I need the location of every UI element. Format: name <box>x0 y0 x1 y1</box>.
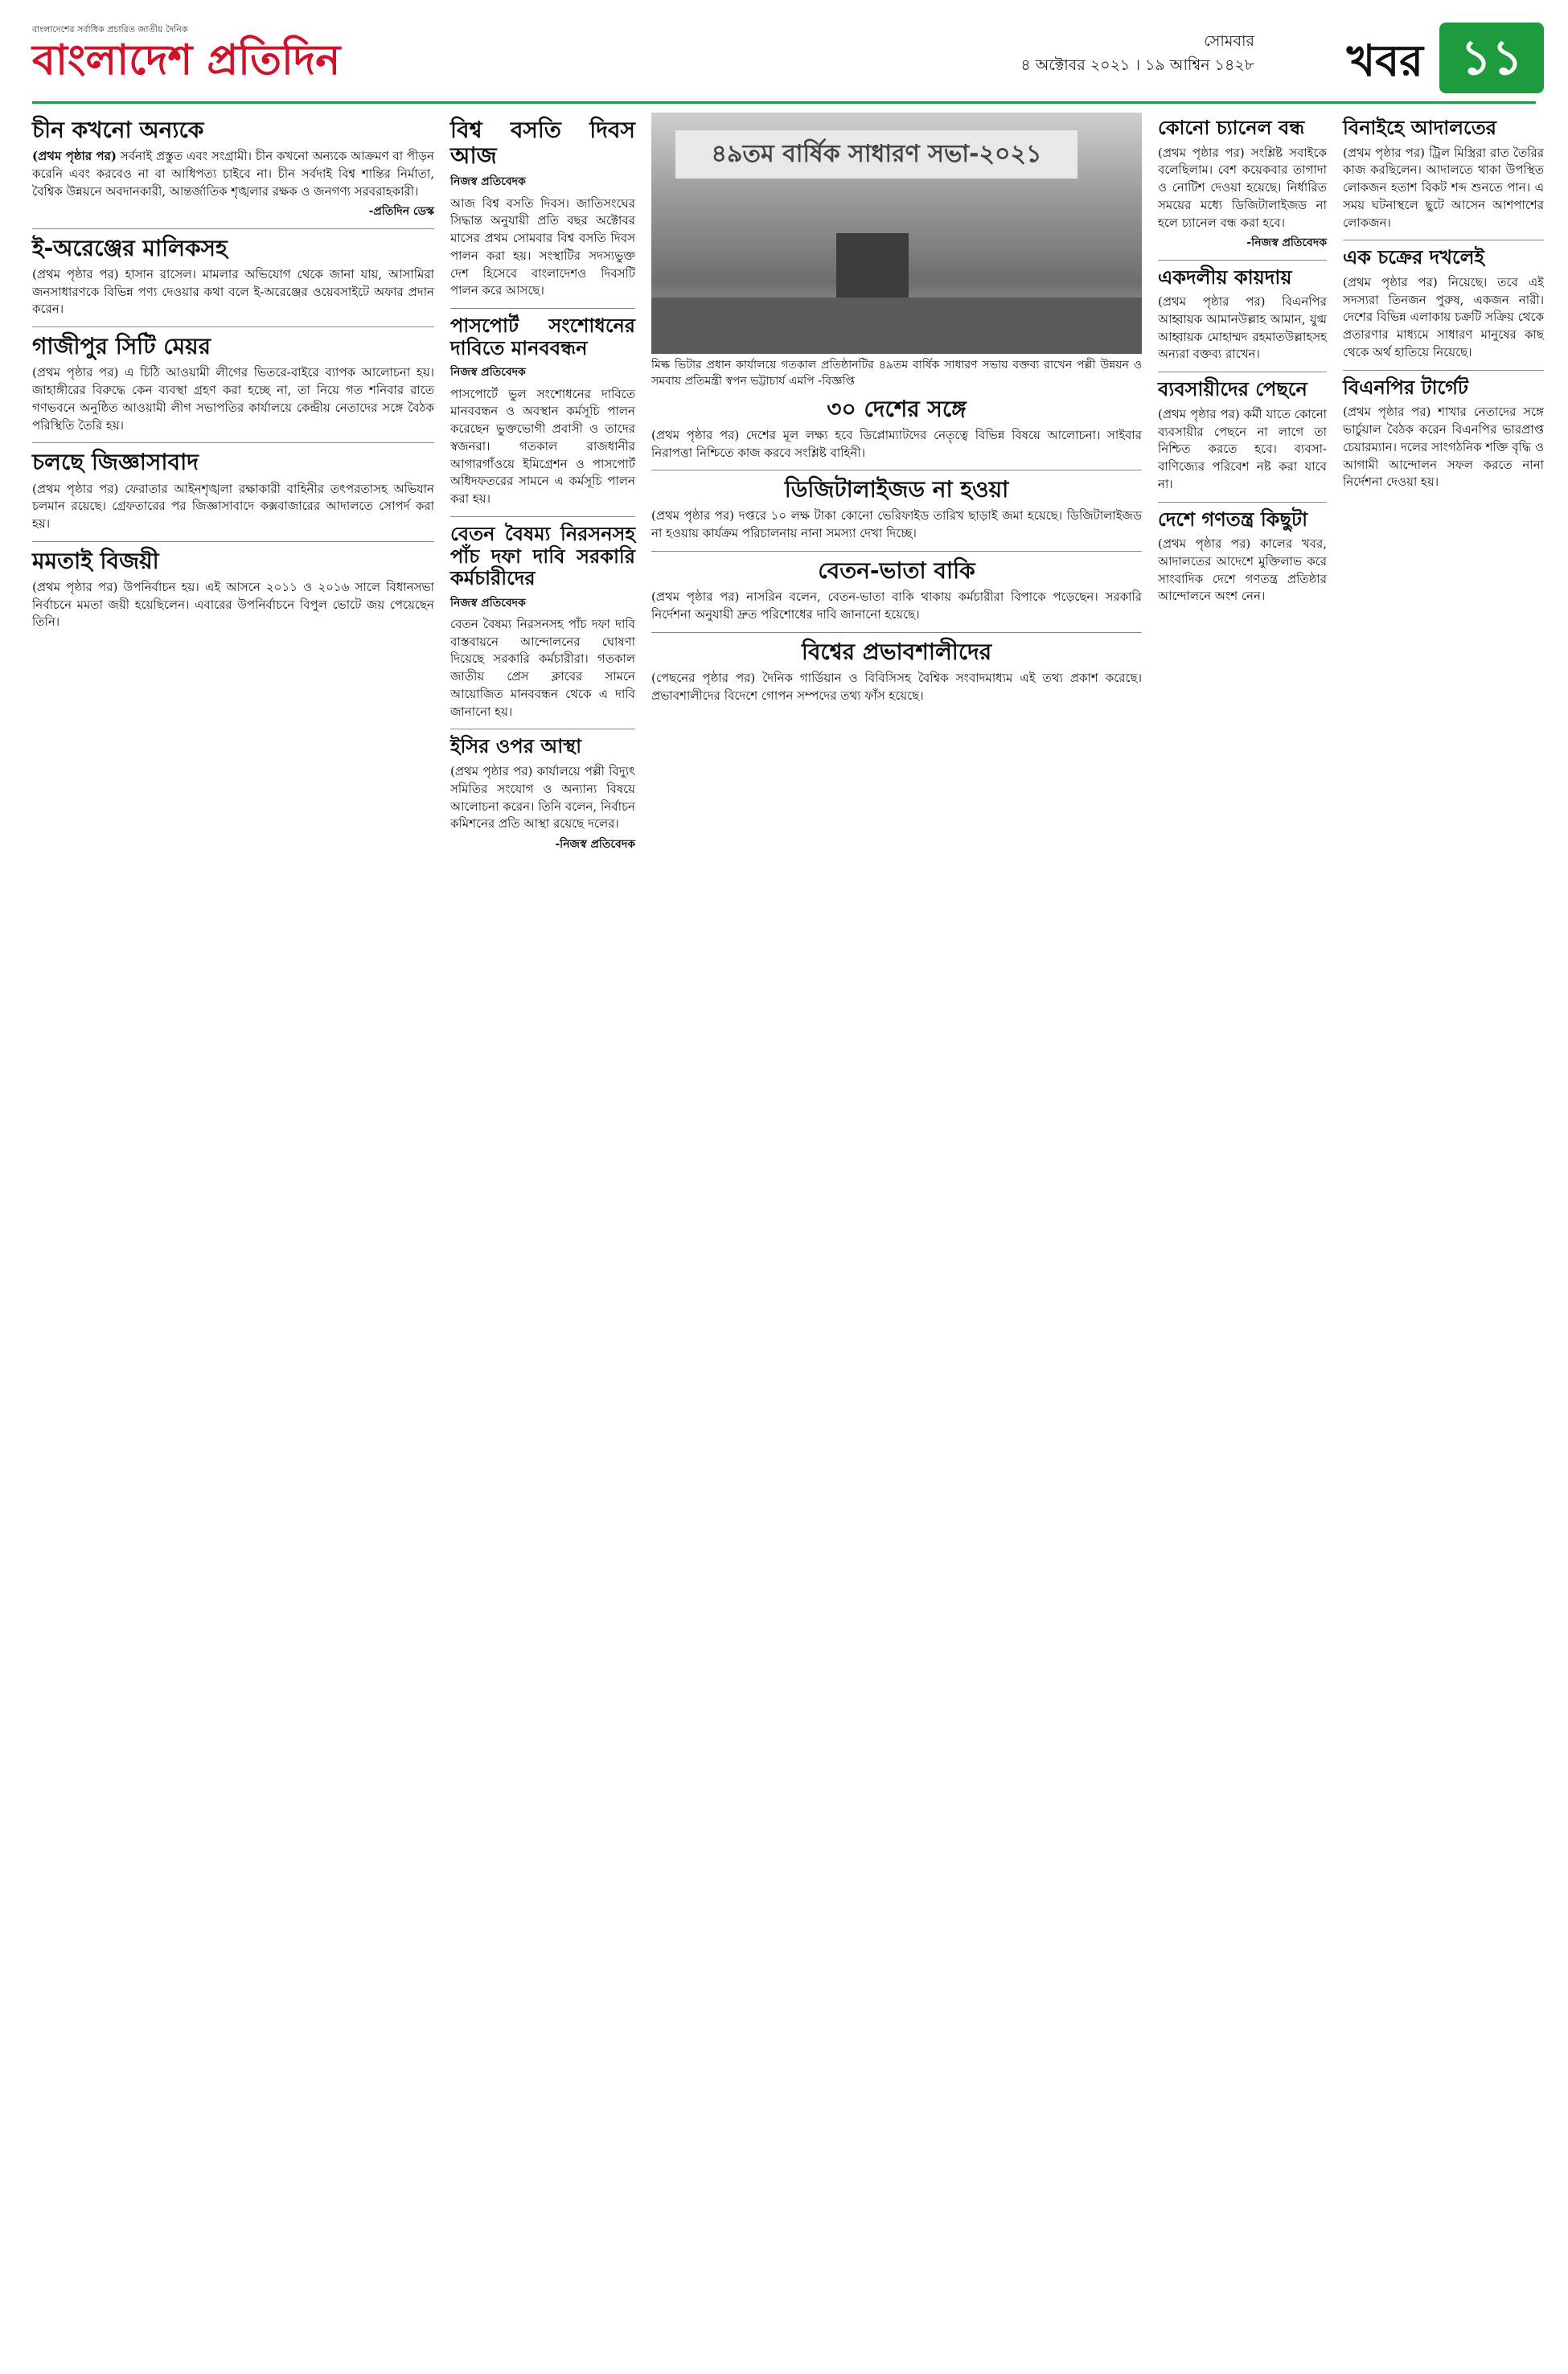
divider <box>1158 502 1327 503</box>
column-4 <box>1158 113 1327 609</box>
bisher-text: (পেছনের পৃষ্ঠার পর) দৈনিক গার্ডিয়ান ও বিবিসিসহ বৈশ্বিক সংবাদমাধ্যম এই তথ্য প্রকাশ করেছে। প্রভাবশালীদের বিদেশে গোপন সম্পদের তথ্য ফাঁস হয়েছে। <box>651 670 1142 703</box>
tirish-text: (প্রথম পৃষ্ঠার পর) দেশের মূল লক্ষ্য হবে ডিপ্লোম্যাটদের নেতৃত্বে বিভিন্ন বিষয়ে আলোচনা। সাইবার নিরাপত্তা নিশ্চিতে কাজ করবে সংশ্লিষ্ট বাহিনী। <box>651 427 1142 460</box>
divider <box>450 516 635 517</box>
headline-binaihe: বিনাইহে আদালতের <box>1343 117 1496 139</box>
day: সোমবার <box>1204 32 1254 50</box>
headline-tirish: ৩০ দেশের সঙ্গে <box>827 395 967 422</box>
divider <box>32 228 434 229</box>
date: ৪ অক্টোবর ২০২১ । ১৯ আশ্বিন ১৪২৮ <box>1020 56 1254 75</box>
brand-logo-name: বাংলাদেশ প্রতিদিন <box>32 36 341 84</box>
news-photo <box>651 113 1142 354</box>
headline-ek-chakra: এক চক্রের দখলেই <box>1343 246 1485 269</box>
byline-china: -প্রতিদিন ডেস্ক <box>368 205 434 219</box>
section-name: খবর <box>1346 35 1423 86</box>
byline-bishwa: নিজস্ব প্রতিবেদক <box>450 175 526 189</box>
divider <box>651 551 1142 552</box>
headline-chalchhe: চলছে জিজ্ঞাসাবাদ <box>32 449 199 476</box>
lead-china: (প্রথম পৃষ্ঠার পর) <box>32 149 117 164</box>
beton-bhata-text: (প্রথম পৃষ্ঠার পর) নাসরিন বলেন, বেতন-ভাতা বাকি থাকায় কর্মচারীরা বিপাকে পড়েছেন। সরকারি নির্দেশনা অনুযায়ী দ্রুত পরিশোধের দাবি জানানো হয়েছে। <box>651 589 1142 622</box>
column-1 <box>32 113 434 635</box>
headline-ganatantra: দেশে গণতন্ত্র কিছুটা <box>1158 507 1308 531</box>
ek-chakra-text: (প্রথম পৃষ্ঠার পর) নিয়েছে। তবে এই সদস্যরা তিনজন পুরুষ, একজন নারী। দেশের বিভিন্ন এলাকায় চক্রটি সক্রিয় থেকে প্রতারণার মাধ্যমে সাধারণ মানুষের কাছ থেকে অর্থ হাতিয়ে নিয়েছে। <box>1343 274 1544 359</box>
photo-caption: মিল্ক ভিটার প্রধান কার্যালয়ে গতকাল প্রতিষ্ঠানটির ৪৯তম বার্ষিক সাধারণ সভায় বক্তব্য রাখেন পল্লী উন্নয়ন ও সমবায় প্রতিমন্ত্রী স্বপন ভট্টাচার্য এমপি -বিজ্ঞপ্তি <box>651 359 1142 388</box>
headline-beton-bhata: বেতন-ভাতা বাকি <box>818 557 975 584</box>
headline-digitalized: ডিজিটালাইজড না হওয়া <box>784 476 1009 503</box>
islam-text: (প্রথম পৃষ্ঠার পর) কার্যালয়ে পল্লী বিদ্যুৎ সমিতির সংযোগ ও অন্যান্য বিষয়ে আলোচনা করেন। তিনি বলেন, নির্বাচন কমিশনের প্রতি আস্থা রয়েছে দলের। <box>450 764 635 832</box>
china-text: সর্বনাই প্রস্তুত এবং সংগ্রামী। চীন কখনো অন্যকে আক্রমণ বা পীড়ন করেনি এবং করবেও না বা আধিপত্য চাইবে না। চীন সর্বদাই বিশ্ব শান্তির নির্মাতা, বৈশ্বিক উন্নয়নে অবদানকারী, আন্তর্জাতিক শৃঙ্খলার রক্ষক ও জনগণ্য সরবরাহকারী। <box>32 149 434 199</box>
gazipur-text: (প্রথম পৃষ্ঠার পর) এ চিঠি আওয়ামী লীগের ভিতরে-বাইরে ব্যাপক আলোচনা হয়। জাহাঙ্গীরের বিরুদ্ধে কেন ব্যবস্থা গ্রহণ করা হচ্ছে না, তা নিয়ে গত শনিবার রাতে গণভবনে অনুষ্ঠিত আওয়ামী লীগ সভাপতির কার্যালয়ে কেন্দ্রীয় নেতাদের সঙ্গে বৈঠক পরিস্থিতি তৈরি হয়। <box>32 365 434 433</box>
passport-text: পাসপোর্টে ভুল সংশোধনের দাবিতে মানববন্ধন ও অবস্থান কর্মসূচি পালন করেছেন ভুক্তভোগী প্রবাসী ও তাদের স্বজনরা। গতকাল রাজধানীর আগারগাঁওয়ে ইমিগ্রেশন ও পাসপোর্ট অধিদফতরের সামনে এ কর্মসূচি পালন করা হয়। <box>450 386 635 507</box>
headline-passport: পাসপোর্ট সংশোধনের দাবিতে মানববন্ধন <box>450 314 635 359</box>
column-3 <box>651 113 1142 708</box>
column-2 <box>450 113 635 857</box>
audience-row <box>651 298 1142 354</box>
eorange-text: (প্রথম পৃষ্ঠার পর) হাসান রাসেল। মামলার অভিযোগ থেকে জানা যায়, আসামিরা জনসাধারণকে বিভিন্ন পণ্য দেওয়ার কথা বলে ই-অরেঞ্জের ওয়েবসাইটে অফার প্রদান করেন। <box>32 266 434 317</box>
headline-beton-boishommo: বেতন বৈষম্য নিরসনসহ পাঁচ দফা দাবি সরকারি কর্মচারীদের <box>450 522 635 590</box>
mamata-text: (প্রথম পৃষ্ঠার পর) উপনির্বাচন হয়। এই আসনে ২০১১ ও ২০১৬ সালে বিধানসভা নির্বাচনে মমতা জয়ী হয়েছিলেন। এবারের উপনির্বাচনে বিপুল ভোটে জয় পেয়েছেন তিনি। <box>32 579 434 630</box>
headline-eorange: ই-অরেঞ্জের মালিকসহ <box>32 234 228 261</box>
headline-byabsayi: ব্যবসায়ীদের পেছনে <box>1158 378 1307 401</box>
photo-banner: ৪৯তম বার্ষিক সাধারণ সভা-২০২১ <box>675 130 1077 179</box>
headline-gazipur: গাজীপুর সিটি মেয়র <box>32 333 211 360</box>
byline-passport: নিজস্ব প্রতিবেদক <box>450 366 526 380</box>
byline-channel: -নিজস্ব প্রতিবেদক <box>1246 236 1327 250</box>
header-rule <box>32 101 1536 104</box>
byline-islam: -নিজস্ব প্রতিবেদক <box>555 838 635 852</box>
bnp-text: (প্রথম পৃষ্ঠার পর) শাখার নেতাদের সঙ্গে ভার্চুয়াল বৈঠক করেন বিএনপির ভারপ্রাপ্ত চেয়ারম্যান। দলের সাংগঠনিক শক্তি বৃদ্ধি ও আগামী আন্দোলন সফল করতে নানা নির্দেশনা দেওয়া হয়। <box>1343 405 1544 490</box>
headline-bisher: বিশ্বের প্রভাবশালীদের <box>801 638 992 665</box>
digitalized-text: (প্রথম পৃষ্ঠার পর) দপ্তরে ১০ লক্ষ টাকা কোনো ভেরিফাইড তারিখ ছাড়াই জমা হয়েছে। ডিজিটালাইজড না হওয়ায় কার্যক্রম পরিচালনায় নানা সমস্যা দেখা দিচ্ছে। <box>651 508 1142 541</box>
brand <box>32 23 341 84</box>
page-number: ১১ <box>1439 23 1544 93</box>
ganatantra-text: (প্রথম পৃষ্ঠার পর) কালের খবর, আদালতের আদেশে মুক্তিলাভ করে সাংবাদিক দেশে গণতন্ত্র প্রতিষ্ঠার আন্দোলনে অংশ নেন। <box>1158 536 1327 604</box>
divider <box>651 632 1142 633</box>
chalchhe-text: (প্রথম পৃষ্ঠার পর) ফেরাতার আইনশৃঙ্খলা রক্ষাকারী বাহিনীর তৎপরতাসহ অভিযান চলমান রয়েছে। গ্রেফতারের পর জিজ্ঞাসাবাদে কক্সবাজারের আদালতে সোপর্দ করা হয়। <box>32 481 434 532</box>
masthead <box>32 23 1544 100</box>
headline-mamata: মমতাই বিজয়ী <box>32 547 159 574</box>
headline-bnp: বিএনপির টার্গেট <box>1343 376 1469 399</box>
byline-beton-boishommo: নিজস্ব প্রতিবেদক <box>450 596 526 610</box>
headline-bishwa: বিশ্ব বসতি দিবস আজ <box>450 117 635 170</box>
dateline <box>1020 29 1254 78</box>
divider <box>1343 370 1544 371</box>
binaihe-text: (প্রথম পৃষ্ঠার পর) ট্রিল মিস্ত্রিরা রাত তৈরির কাজ করছিলেন। আদালতে থাকা উপস্থিত লোকজন হতাশ বিকট শব্দ শুনতে পান। এ সময় ঘটনাস্থলে ছুটে আসেন আশপাশের লোকজন। <box>1343 145 1544 230</box>
headline-china: চীন কখনো অন্যকে <box>32 117 204 143</box>
divider <box>32 541 434 542</box>
headline-islam: ইসির ওপর আস্থা <box>450 735 582 758</box>
divider <box>450 308 635 309</box>
channel-text: (প্রথম পৃষ্ঠার পর) সংশ্লিষ্ট সবাইকে বলেছিলাম। বেশ কয়েকবার তাগাদা ও নোটিশ দেওয়া হয়েছে। নির্ধারিত সময়ের মধ্যে ডিজিটালাইজড না হলে চ্যানেল বন্ধ করা হবে। <box>1158 145 1327 230</box>
divider <box>32 442 434 443</box>
beton-text: বেতন বৈষম্য নিরসনসহ পাঁচ দফা দাবি বাস্তবায়নে আন্দোলনের ঘোষণা দিয়েছে সরকারি কর্মচারীরা। গতকাল জাতীয় প্রেস ক্লাবের সামনে আয়োজিত মানববন্ধন থেকে এ দাবি জানানো হয়। <box>450 616 635 719</box>
headline-channel: কোনো চ্যানেল বন্ধ <box>1158 117 1305 139</box>
column-5 <box>1343 113 1544 495</box>
article-china-body <box>32 148 434 200</box>
divider <box>1158 260 1327 261</box>
bishwa-text: আজ বিশ্ব বসতি দিবস। জাতিসংঘের সিদ্ধান্ত অনুযায়ী প্রতি বছর অক্টোবর মাসের প্রথম সোমবার বিশ্ব বসতি দিবস পালন করা হয়। সংস্থাটির সদস্যভুক্ত দেশ হিসেবে বাংলাদেশও দিবসটি পালন করে আসছে। <box>450 195 635 298</box>
ekdolio-text: (প্রথম পৃষ্ঠার পর) বিএনপির আহ্বায়ক আমানউল্লাহ আমান, যুগ্ম আহ্বায়ক মোহাম্মদ রহমাতউল্লাহসহ অন্যরা বক্তব্য রাখেন। <box>1158 294 1327 362</box>
headline-ekdolio: একদলীয় কায়দায় <box>1158 265 1292 289</box>
brand-tagline: বাংলাদেশের সর্বাধিক প্রচারিত জাতীয় দৈনিক <box>32 24 188 35</box>
byabsayi-text: (প্রথম পৃষ্ঠার পর) কর্মী যাতে কোনো ব্যবসায়ীর পেছনে না লাগে তা নিশ্চিত করতে হবে। ব্যবসা-বাণিজ্যের পরিবেশ নষ্ট করা যাবে না। <box>1158 406 1327 491</box>
